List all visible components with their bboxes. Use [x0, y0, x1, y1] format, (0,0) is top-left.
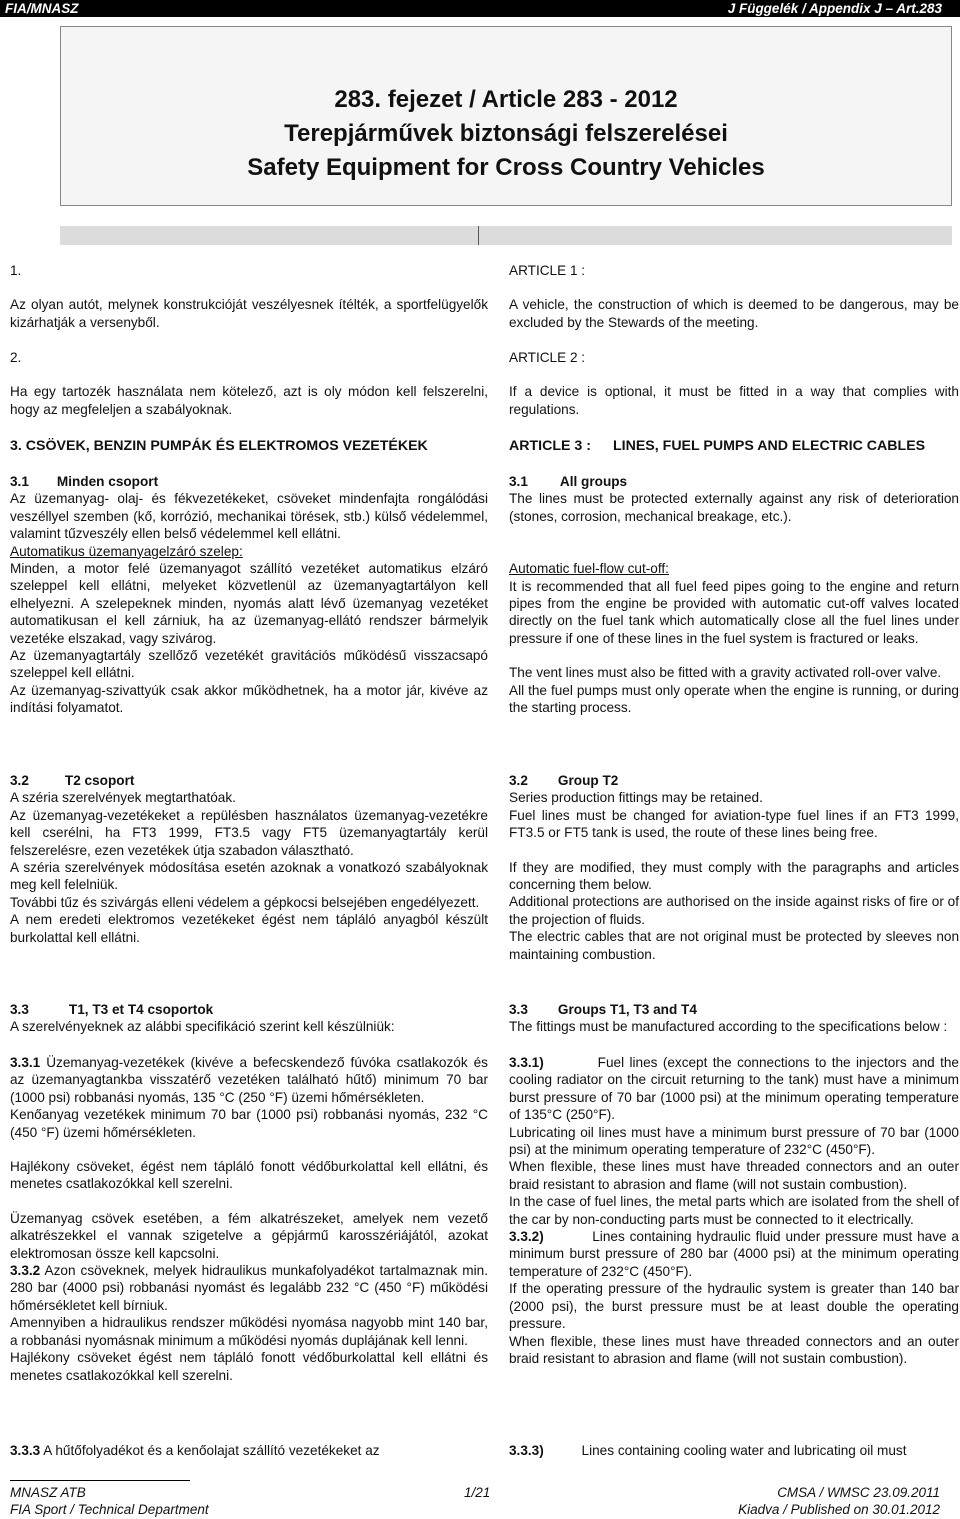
paragraph: Lines containing hydraulic fluid under pressure must have a minimum burst pressure of 280 bar (4000 psi) at the minimum operating temperature of 232°C (450°F).: [509, 1229, 959, 1279]
footer-published-date: Kiadva / Published on 30.01.2012: [738, 1502, 940, 1517]
paragraph: Üzemanyag csövek esetében, a fém alkatrészeket, amelyek nem vezető alkatrészekkel el vannak szigetelve a gépjármű karosszériájától, azokat elektromosan össze kell kapcsolni.: [10, 1210, 488, 1261]
footer-rule: [10, 1480, 190, 1481]
paragraph: Fuel lines must be changed for aviation-type fuel lines if an FT3 1999, FT3.5 or FT5 tank is used, the route of these lines being free.: [509, 807, 959, 841]
left-section-3-3-1: [10, 1054, 488, 1384]
right-section-3-3-3: [509, 1442, 959, 1459]
right-section-3-2: [509, 772, 959, 963]
paragraph: Amennyiben a hidraulikus rendszer működési nyomása nagyobb mint 140 bar, a robbanási nyomásnak minimum a működési nyomás duplájának kell lenni.: [10, 1315, 488, 1348]
article-text: If a device is optional, it must be fitted in a way that complies with regulations.: [509, 384, 959, 417]
footer-department: FIA Sport / Technical Department: [10, 1502, 209, 1517]
right-section-3-3: [509, 1001, 959, 1036]
right-article-2: [509, 349, 959, 418]
paragraph: Series production fittings may be retained.: [509, 790, 763, 806]
right-section-3-3-1: [509, 1054, 959, 1367]
section-number: 3.3.2): [509, 1229, 544, 1245]
paragraph: When flexible, these lines must have threaded connectors and an outer braid resistant to abrasion and flame (will not sustain combustion).: [509, 1159, 959, 1192]
title-box: [60, 26, 952, 206]
article-number: 2.: [10, 350, 22, 365]
article-text: Az olyan autót, melynek konstrukcióját veszélyesnek ítélték, a sportfelügyelők kizárhatják a versenyből.: [10, 297, 488, 330]
paragraph: Az üzemanyag-szivattyúk csak akkor működhetnek, ha a motor jár, kivéve az indítási folyamatot.: [10, 682, 488, 716]
left-article-3-heading: 3. CSÖVEK, BENZIN PUMPÁK ÉS ELEKTROMOS VEZETÉKEK: [10, 438, 428, 454]
left-section-3-3: [10, 1001, 488, 1036]
section-title: T2 csoport: [64, 773, 135, 788]
article-heading: ARTICLE 3 :: [509, 438, 591, 454]
section-title: All groups: [559, 474, 628, 489]
paragraph: If they are modified, they must comply with the paragraphs and articles concerning them below.: [509, 859, 959, 893]
footer-wmsc-date: CMSA / WMSC 23.09.2011: [777, 1485, 940, 1500]
paragraph: In the case of fuel lines, the metal parts which are isolated from the shell of the car by non-conducting parts must be connected to it electrically.: [509, 1194, 959, 1227]
subheading: Automatic fuel-flow cut-off:: [509, 561, 669, 577]
title-line-1: 283. fejezet / Article 283 - 2012: [334, 86, 678, 113]
subheading: Automatikus üzemanyagelzáró szelep:: [10, 543, 243, 559]
paragraph: The electric cables that are not original must be protected by sleeves non maintaining combustion.: [509, 929, 959, 962]
page-footer: [0, 1484, 960, 1518]
header-left: FIA/MNASZ: [5, 1, 79, 16]
right-article-1: [509, 262, 959, 331]
left-section-3-2: [10, 772, 488, 946]
section-number: 3.2: [10, 773, 29, 788]
header-right: J Függelék / Appendix J – Art.283: [727, 1, 942, 16]
column-divider-bar: [60, 226, 952, 245]
section-number: 3.1: [10, 474, 29, 489]
section-number: 3.3: [10, 1002, 29, 1017]
article-text: A vehicle, the construction of which is deemed to be dangerous, may be excluded by the Stewards of the meeting.: [509, 297, 959, 330]
section-title: Group T2: [557, 773, 619, 788]
section-number: 3.3.2: [10, 1263, 41, 1279]
paragraph: Az üzemanyag- olaj- és fékvezetékeket, csöveket mindenfajta rongálódási veszéllyel szemben (kő, korrózió, mechanikai törések, stb.) külső védelemmel, valamint tűzveszély ellen belső védelemmel kell ellátni.: [10, 491, 488, 542]
paragraph: A szerelvényeknek az alábbi specifikáció szerint kell készülniük:: [10, 1019, 395, 1035]
paragraph: Lubricating oil lines must have a minimum burst pressure of 70 bar (1000 psi) at the minimum operating temperature of 232°C (450°F).: [509, 1124, 959, 1158]
right-section-3-1: [509, 473, 959, 716]
section-number: 3.2: [509, 773, 528, 788]
section-number: 3.3.3: [10, 1443, 41, 1458]
section-number: 3.3.1): [509, 1055, 544, 1070]
page-number: 1/21: [464, 1485, 491, 1500]
paragraph: A széria szerelvények módosítása esetén azoknak a vonatkozó szabályoknak meg kell felelniük.: [10, 860, 488, 893]
paragraph: The lines must be protected externally against any risk of deterioration (stones, corrosion, mechanical breakage, etc.).: [509, 491, 959, 524]
section-number: 3.1: [509, 474, 528, 489]
article-heading: ARTICLE 2 :: [509, 350, 586, 365]
paragraph: Üzemanyag-vezetékek (kivéve a befecskendező fúvóka csatlakozók és az üzemanyagtankba visszatérő vezetéken található hűtő) minimum 70 bar (1000 psi) robbanási nyomás, 135 °C (250 °F) üzemi hőmérsékleten.: [10, 1055, 488, 1105]
left-section-3-3-3: [10, 1442, 488, 1459]
paragraph: If the operating pressure of the hydraulic system is greater than 140 bar (2000 psi), the burst pressure must be at least double the operating pressure.: [509, 1281, 959, 1332]
paragraph: Az üzemanyagtartály szellőző vezetékét gravitációs működésű visszacsapó szeleppel kell ellátni.: [10, 648, 488, 681]
section-title: T1, T3 et T4 csoportok: [68, 1002, 214, 1017]
article-heading: ARTICLE 1 :: [509, 263, 586, 278]
paragraph: The fittings must be manufactured according to the specifications below :: [509, 1019, 948, 1035]
paragraph: A széria szerelvények megtarthatóak.: [10, 790, 236, 806]
paragraph: Kenőanyag vezetékek minimum 70 bar (1000 psi) robbanási nyomás, 232 °C (450 °F) üzemi hőmérsékleten.: [10, 1107, 488, 1140]
section-title: Groups T1, T3 and T4: [557, 1002, 697, 1017]
article-text: Ha egy tartozék használata nem kötelező, azt is oly módon kell felszerelni, hogy az megfeleljen a szabályoknak.: [10, 384, 488, 417]
article-title: LINES, FUEL PUMPS AND ELECTRIC CABLES: [612, 438, 926, 454]
paragraph: Additional protections are authorised on the inside against risks of fire or of the projection of fluids.: [509, 894, 959, 927]
paragraph: All the fuel pumps must only operate when the engine is running, or during the starting process.: [509, 682, 959, 716]
left-article-2: [10, 349, 488, 418]
paragraph: Fuel lines (except the connections to the injectors and the cooling radiator on the circuit returning to the tank) must have a minimum burst pressure of 70 bar (1000 psi) at the minimum operating temperature of 135°C (250°F).: [509, 1055, 959, 1123]
paragraph: Azon csöveknek, melyek hidraulikus munkafolyadékot tartalmaznak min. 280 bar (4000 psi) robbanási nyomást és legalább 232 °C (450 °F) működési hőmérsékletet kell bírniuk.: [10, 1263, 488, 1313]
paragraph: Hajlékony csöveket égést nem tápláló fonott védőburkolattal kell ellátni és menetes csatlakozókkal kell szerelni.: [10, 1350, 488, 1383]
section-number: 3.3.1: [10, 1055, 41, 1070]
page-header: [0, 0, 960, 17]
right-article-3-heading: [509, 438, 959, 455]
title-line-3: Safety Equipment for Cross Country Vehicles: [247, 154, 765, 181]
paragraph: When flexible, these lines must have threaded connectors and an outer braid resistant to abrasion and flame (will not sustain combustion).: [509, 1333, 959, 1366]
paragraph: It is recommended that all fuel feed pipes going to the engine and return pipes from the engine be provided with automatic cut-off valves located directly on the fuel tank which automatically close all the fuel lines under pressure if one of these lines in the fuel system is fractured or leaks.: [509, 578, 959, 646]
paragraph: A hűtőfolyadékot és a kenőolajat szállító vezetékeket az: [43, 1443, 380, 1458]
paragraph: Minden, a motor felé üzemanyagot szállító vezetéket automatikus elzáró szeleppel kell ellátni, melyeket közvetlenül az üzemanyagtartályon kell elhelyezni. A szelepeknek minden, nyomás alatt lévő üzemanyag vezetéket automatikusan el kell zárniuk, ha az üzemanyag-ellátó rendszer bármelyik vezetéke elszakad, vagy szivárog.: [10, 561, 488, 646]
title-line-2: Terepjárművek biztonsági felszerelései: [284, 120, 728, 147]
paragraph: Az üzemanyag-vezetékeket a repülésben használatos üzemanyag-vezetékre kell cserélni, ha FT3 1999, FT3.5 vagy FT5 üzemanyagtartály kerül felszerelésre, ezen vezetékek útja szabadon választható.: [10, 807, 488, 858]
left-article-1: [10, 262, 488, 331]
section-title: Minden csoport: [56, 474, 159, 489]
paragraph: The vent lines must also be fitted with a gravity activated roll-over valve.: [509, 665, 942, 681]
paragraph: Lines containing cooling water and lubricating oil must: [581, 1443, 907, 1458]
section-number: 3.3.3): [509, 1443, 544, 1458]
left-section-3-1: [10, 473, 488, 717]
article-number: 1.: [10, 263, 22, 278]
paragraph: Hajlékony csöveket, égést nem tápláló fonott védőburkolattal kell ellátni, és menetes csatlakozókkal kell szerelni.: [10, 1159, 488, 1192]
section-number: 3.3: [509, 1002, 528, 1017]
paragraph: A nem eredeti elektromos vezetékeket égést nem tápláló anyagból készült burkolattal kell ellátni.: [10, 912, 488, 945]
footer-org: MNASZ ATB: [10, 1485, 86, 1500]
paragraph: További tűz és szivárgás elleni védelem a gépkocsi belsejében engedélyezett.: [10, 894, 480, 910]
